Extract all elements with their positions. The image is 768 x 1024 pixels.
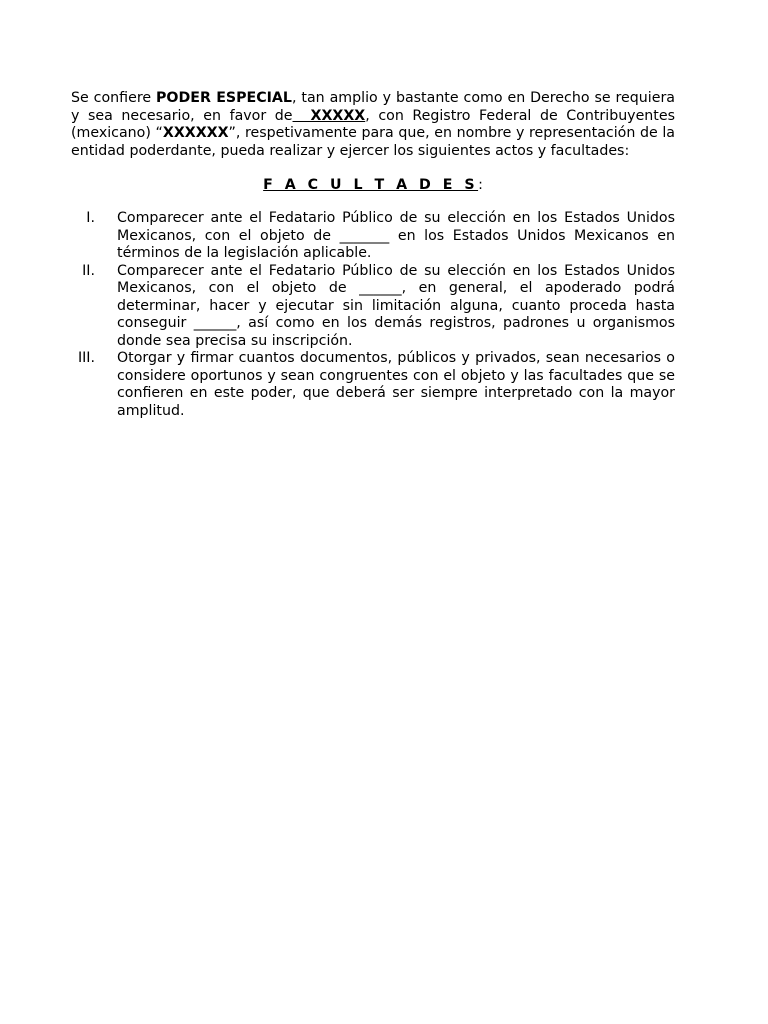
list-item [71,210,675,263]
list-item-number: III. [77,350,95,367]
facultades-heading [71,176,675,194]
list-item [71,350,675,420]
list-item-text: Comparecer ante el Fedatario Público de su elección en los Estados Unidos Mexicanos, con el objeto de ______, en general, el apoderado podrá determinar, hacer y ejecutar sin limitación alguna, cuanto proceda hasta conseguir ______, así como en los demás registros, padrones u organismos donde sea precisa su inscripción. [117,262,675,349]
list-item-text: Otorgar y firmar cuantos documentos, públicos y privados, sean necesarios o considere oportunos y sean congruentes con el objeto y las facultades que se confieren en este poder, que deberá ser siempre interpretado con la mayor amplitud. [117,350,675,419]
intro-text-1: Se confiere [71,90,157,106]
intro-text-3: , con Registro Federal de Contribuyentes (mexicano) “ [71,107,675,142]
poder-especial-label: PODER ESPECIAL [156,90,292,106]
list-item [71,263,675,351]
facultades-title: F A C U L T A D E S [263,177,479,194]
intro-text-2: , tan amplio y bastante como en Derecho se requiera y sea necesario, en favor de [71,90,675,124]
list-item-text: Comparecer ante el Fedatario Público de su elección en los Estados Unidos Mexicanos, con el objeto de _______ en los Estados Unidos Mexicanos en términos de la legislación aplicable. [117,210,675,262]
grantee-name-field: XXXXX [292,107,366,124]
rfc-field: XXXXXX [162,125,229,142]
intro-paragraph [71,90,675,160]
list-item-number: II. [82,262,95,279]
document-body [71,90,675,420]
list-item-number: I. [86,210,95,227]
intro-text-4: ”, respetivamente para que, en nombre y representación de la entidad poderdante, pueda realizar y ejercer los siguientes actos y facultades: [71,125,675,159]
facultades-list [71,210,675,420]
facultades-title-colon: : [478,177,483,194]
